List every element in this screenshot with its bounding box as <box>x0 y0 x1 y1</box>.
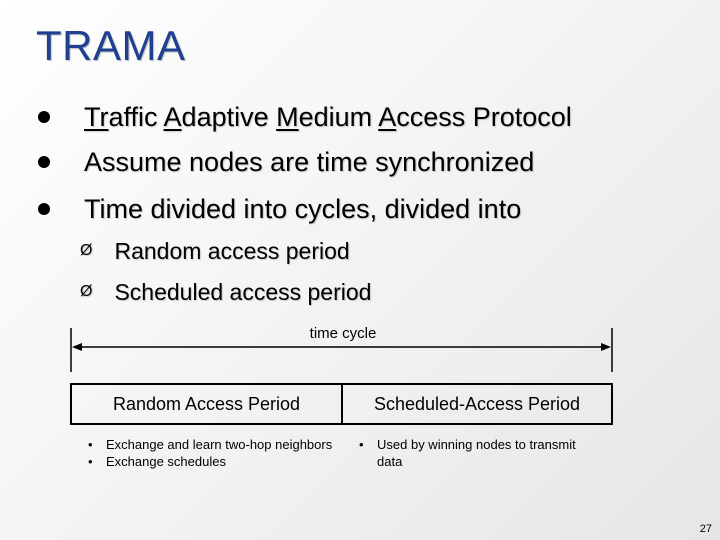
note-text: Exchange schedules <box>106 454 226 469</box>
word-fragment: ccess Protocol <box>396 101 572 132</box>
word-fragment: edium <box>298 101 379 132</box>
list-item <box>359 436 589 470</box>
acronym-letter: Tr <box>84 101 109 132</box>
note-text: Exchange and learn two-hop neighbors <box>106 437 333 452</box>
page-number: 27 <box>699 523 712 535</box>
bullet-text: Time divided into cycles, divided into <box>84 193 522 224</box>
word-fragment: affic <box>108 101 164 132</box>
arrowhead-right-icon <box>601 343 611 351</box>
scheduled-period-notes <box>359 436 589 470</box>
period-label: Scheduled-Access Period <box>373 393 581 414</box>
note-bullet: • <box>359 437 364 452</box>
acronym-letter: A <box>378 101 397 132</box>
arrow-bullet-icon: Ø <box>80 283 93 300</box>
sub-bullet-text: Scheduled access period <box>114 278 372 305</box>
acronym-letter: A <box>163 101 182 132</box>
slide-title: TRAMA <box>36 22 186 69</box>
acronym-letter: M <box>276 101 299 132</box>
sub-bullet-text: Random access period <box>114 237 350 264</box>
bullet-text: Assume nodes are time synchronized <box>84 146 535 177</box>
time-cycle-label: time cycle <box>309 325 377 342</box>
arrow-bullet-icon: Ø <box>80 242 93 259</box>
period-label: Random Access Period <box>112 393 301 414</box>
note-bullet: • <box>88 454 93 469</box>
note-bullet: • <box>88 437 93 452</box>
note-text: Used by winning nodes to transmit data <box>377 437 576 469</box>
random-period-notes <box>88 436 338 470</box>
word-fragment: daptive <box>181 101 277 132</box>
scheduled-access-period-box <box>341 383 613 425</box>
arrowhead-left-icon <box>72 343 82 351</box>
list-item <box>88 436 338 453</box>
random-access-period-box <box>70 383 343 425</box>
list-item <box>88 453 338 470</box>
